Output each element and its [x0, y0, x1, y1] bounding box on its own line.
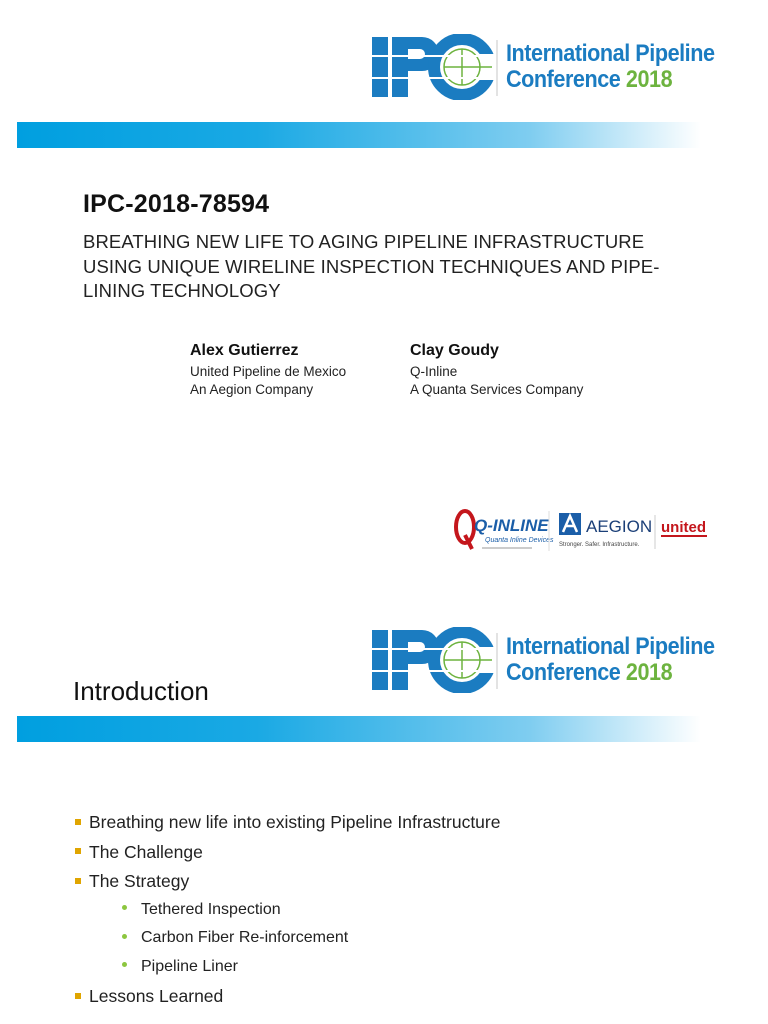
sub-list-item: Tethered Inspection	[122, 901, 500, 930]
slide-heading: Introduction	[73, 676, 209, 706]
logo-line1: International Pipeline	[506, 40, 715, 67]
aegion-tagline: Stronger. Safer. Infrastructure.	[559, 542, 640, 548]
dot-bullet-icon	[122, 905, 127, 910]
logo-year: 2018	[625, 659, 673, 686]
author-1	[190, 342, 346, 399]
title-line-2: USING UNIQUE WIRELINE INSPECTION TECHNIQUES AND PIPE-	[83, 256, 660, 277]
sub-list-wrapper	[73, 901, 500, 987]
logo-line1: International Pipeline	[506, 633, 715, 660]
author-name: Clay Goudy	[410, 342, 499, 359]
aegion-logo	[559, 513, 652, 548]
logo-divider	[496, 40, 498, 96]
author-affiliation: A Quanta Services Company	[410, 382, 584, 397]
united-logo	[661, 519, 707, 536]
sponsor-logos	[452, 505, 714, 557]
list-item: Breathing new life into existing Pipeline Infrastructure	[73, 812, 500, 842]
square-bullet-icon	[75, 993, 81, 999]
ipc-mark-icon	[370, 627, 494, 693]
title-line-3: LINING TECHNOLOGY	[83, 280, 281, 301]
sub-list-item: Pipeline Liner	[122, 958, 500, 987]
ipc-mark-icon	[370, 34, 494, 100]
bullet-list	[73, 812, 500, 1016]
header-gradient-bar	[17, 716, 701, 742]
logo-line2: Conference 2018	[506, 659, 673, 686]
square-bullet-icon	[75, 848, 81, 854]
aegion-wordmark: AEGION	[586, 517, 653, 536]
q-inline-wordmark: Q-INLINE	[474, 516, 549, 535]
q-inline-subtitle: Quanta Inline Devices	[485, 537, 554, 544]
dot-bullet-icon	[122, 934, 127, 939]
logo-line2: Conference 2018	[506, 66, 673, 93]
united-wordmark: united	[661, 519, 706, 536]
sub-bullet-list	[73, 901, 500, 987]
square-bullet-icon	[75, 819, 81, 825]
dot-bullet-icon	[122, 962, 127, 967]
q-inline-logo	[456, 511, 554, 549]
author-affiliation: An Aegion Company	[190, 382, 314, 397]
sub-list-item: Carbon Fiber Re-inforcement	[122, 929, 500, 958]
logo-year: 2018	[625, 66, 673, 93]
logo-divider	[496, 633, 498, 689]
list-item: The Challenge	[73, 842, 500, 872]
header-gradient-bar	[17, 122, 701, 148]
title-line-1: BREATHING NEW LIFE TO AGING PIPELINE INFRASTRUCTURE	[83, 231, 645, 252]
author-affiliation: United Pipeline de Mexico	[190, 364, 347, 379]
ipc-logo	[370, 34, 750, 104]
author-2	[410, 342, 583, 399]
paper-id: IPC-2018-78594	[83, 190, 270, 218]
list-item: Lessons Learned	[73, 986, 500, 1016]
list-item: The Strategy	[73, 871, 500, 901]
square-bullet-icon	[75, 878, 81, 884]
author-name: Alex Gutierrez	[190, 342, 299, 359]
author-affiliation: Q-Inline	[410, 364, 458, 379]
ipc-logo	[370, 627, 750, 697]
